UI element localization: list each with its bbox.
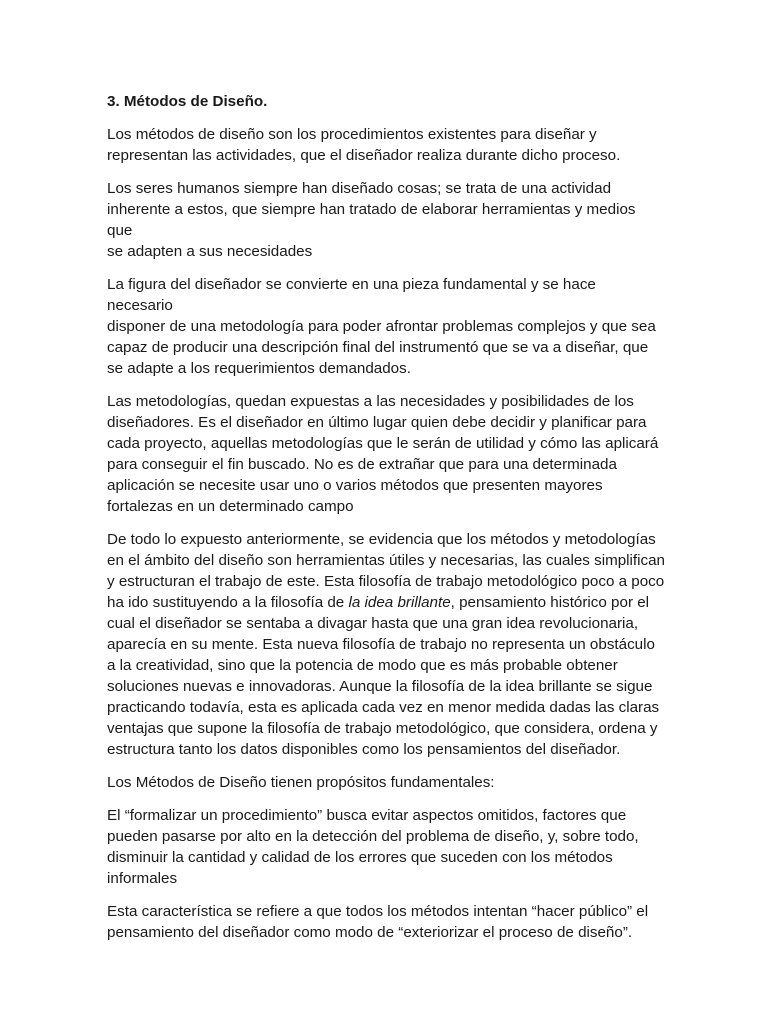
paragraph: El “formalizar un procedimiento” busca evitar aspectos omitidos, factores que pueden pasarse por alto en la detección del problema de diseño, y, sobre todo, disminuir la cantidad y calidad de los errores que suceden con los métodos informales [107, 807, 639, 887]
paragraph: Esta característica se refiere a que todos los métodos intentan “hacer público” el pensamiento del diseñador como modo de “exteriorizar el proceso de diseño”. [107, 903, 649, 941]
paragraph-text-after: , pensamiento histórico por el cual el diseñador se sentaba a divagar hasta que una gran idea revolucionaria, aparecía en su mente. Esta nueva filosofía de trabajo no representa un obstáculo a la creatividad, sino que la potencia de modo que es más probable obtener soluciones nuevas e innovadoras. Aunque la filosofía de la idea brillante se sigue practicando todavía, esta es aplicada cada vez en menor medida dadas las claras ventajas que supone la filosofía de trabajo metodológico, que considera, ordena y estructura tanto los datos disponibles como los pensamientos del diseñador. [107, 594, 660, 758]
paragraph-text-before: De todo lo expuesto anteriormente, se evidencia que los métodos y metodologías en el ámbito del diseño son herramientas útiles y necesarias, las cuales simplifican y estructuran el trabajo de este. Esta filosofía de trabajo metodológico poco a poco ha ido sustituyendo a la filosofía de [107, 531, 665, 611]
paragraph: Los métodos de diseño son los procedimientos existentes para diseñar y representan las actividades, que el diseñador realiza durante dicho proceso. [107, 126, 621, 164]
paragraph: Las metodologías, quedan expuestas a las necesidades y posibilidades de los diseñadores. Es el diseñador en último lugar quien debe decidir y planificar para cada proyecto, aquellas metodologías que le serán de utilidad y cómo las aplicará para conseguir el fin buscado. No es de extrañar que para una determinada aplicación se necesite usar uno o varios métodos que presenten mayores fortalezas en un determinado campo [107, 393, 659, 515]
paragraph: Los seres humanos siempre han diseñado cosas; se trata de una actividad inherente a estos, que siempre han tratado de elaborar herramientas y medios que se adapten a sus necesidades [107, 180, 636, 260]
paragraph: La figura del diseñador se convierte en una pieza fundamental y se hace necesario disponer de una metodología para poder afrontar problemas complejos y que sea capaz de producir una descripción final del instrumentó que se va a diseñar, que se adapte a los requerimientos demandados. [107, 276, 656, 377]
document-body [107, 91, 665, 955]
paragraph-with-italic [107, 529, 665, 760]
paragraph: Los Métodos de Diseño tienen propósitos fundamentales: [107, 774, 495, 791]
section-heading: 3. Métodos de Diseño. [107, 93, 268, 110]
italic-phrase: la idea brillante [348, 594, 451, 611]
